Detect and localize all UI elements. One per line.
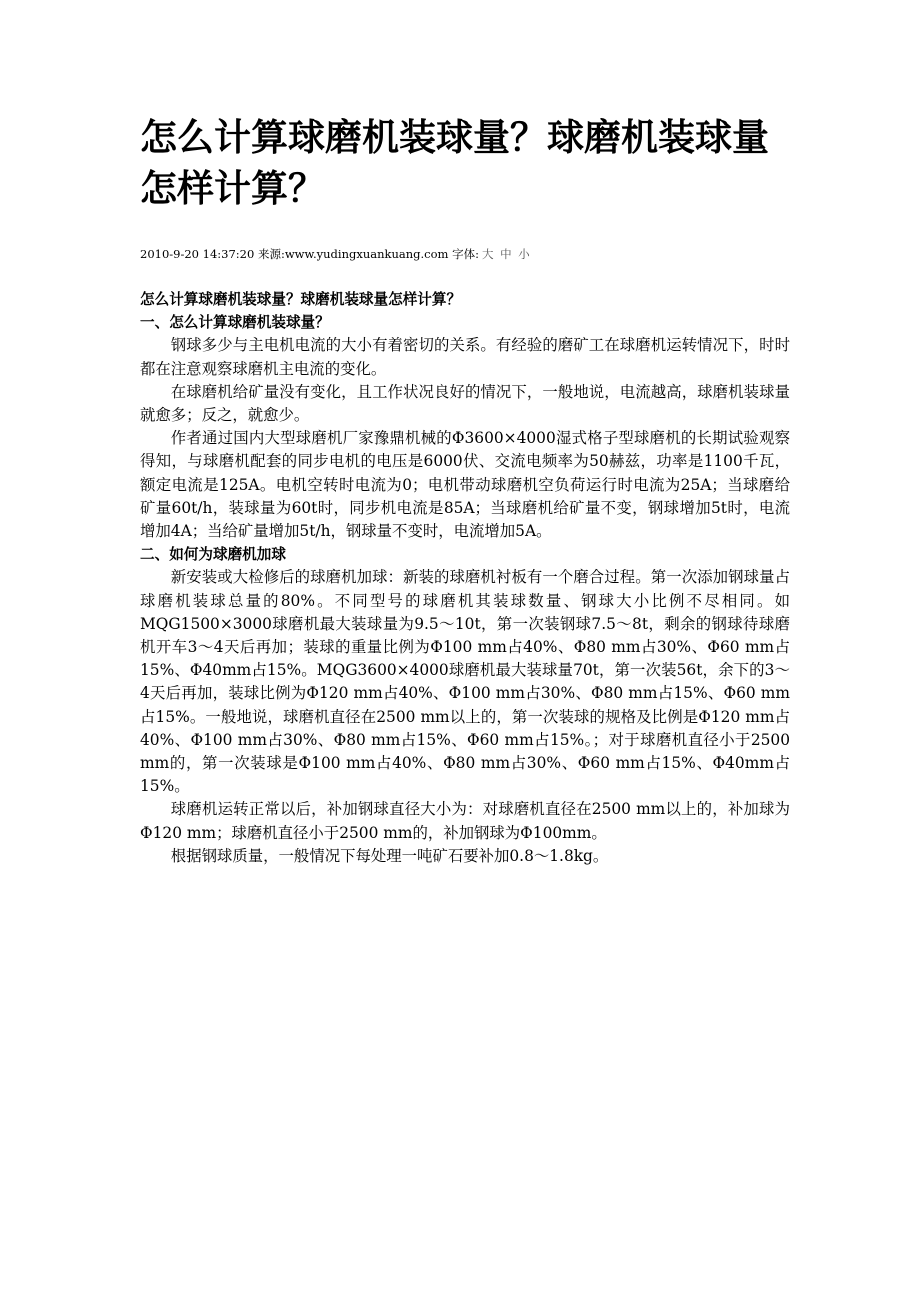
source-url: www.yudingxuankuang.com — [284, 247, 449, 261]
paragraph: 钢球多少与主电机电流的大小有着密切的关系。有经验的磨矿工在球磨机运转情况下，时时都在注意观察球磨机主电流的变化。 — [140, 336, 790, 378]
font-size-label: 字体: — [452, 247, 479, 261]
paragraph: 球磨机运转正常以后，补加钢球直径大小为：对球磨机直径在2500 mm以上的，补加球为Φ120 mm；球磨机直径小于2500 mm的，补加钢球为Φ100mm。 — [140, 800, 790, 842]
section-heading-1: 一、怎么计算球磨机装球量？ — [140, 314, 330, 332]
section-heading-2: 二、如何为球磨机加球 — [140, 546, 286, 564]
article-subtitle: 怎么计算球磨机装球量？球磨机装球量怎样计算？ — [140, 291, 462, 308]
article-body — [140, 288, 790, 868]
paragraph: 在球磨机给矿量没有变化，且工作状况良好的情况下，一般地说，电流越高，球磨机装球量就愈多；反之，就愈少。 — [140, 382, 790, 425]
font-size-medium-link[interactable]: 中 — [500, 247, 512, 261]
paragraph: 新安装或大检修后的球磨机加球：新装的球磨机衬板有一个磨合过程。第一次添加钢球量占球磨机装球总量的80%。不同型号的球磨机其装球数量、钢球大小比例不尽相同。如MQG1500×3000球磨机最大装球量为9.5～10t，第一次装钢球7.5～8t，剩余的钢球待球磨机开车3～4天后再加；装球的重量比例为Φ100 mm占40%、Φ80 mm占30%、Φ60 mm占15%、Φ40mm占15%。MQG3600×4000球磨机最大装球量70t，第一次装56t，余下的3～4天后再加，装球比例为Φ120 mm占40%、Φ100 mm占30%、Φ80 mm占15%、Φ60 mm占15%。一般地说，球磨机直径在2500 mm以上的，第一次装球的规格及比例是Φ120 mm占40%、Φ100 mm占30%、Φ80 mm占15%、Φ60 mm占15%。；对于球磨机直径小于2500 mm的，第一次装球是Φ100 mm占40%、Φ80 mm占30%、Φ60 mm占15%、Φ40mm占15%。 — [140, 568, 790, 796]
font-size-large-link[interactable]: 大 — [481, 247, 494, 261]
paragraph: 作者通过国内大型球磨机厂家豫鼎机械的Φ3600×4000湿式格子型球磨机的长期试验观察得知，与球磨机配套的同步电机的电压是6000伏、交流电频率为50赫兹，功率是1100千瓦，额定电流是125A。电机空转时电流为0；电机带动球磨机空负荷运行时电流为25A；当球磨给矿量60t/h，装球量为60t时，同步机电流是85A；当球磨机给矿量不变，钢球增加5t时，电流增加4A；当给矿量增加5t/h，钢球量不变时，电流增加5A。 — [140, 429, 790, 541]
publish-datetime: 2010-9-20 14:37:20 — [140, 247, 255, 261]
paragraph: 根据钢球质量，一般情况下每处理一吨矿石要补加0.8～1.8kg。 — [170, 846, 609, 865]
font-size-small-link[interactable]: 小 — [518, 247, 530, 261]
document-page — [140, 112, 790, 868]
article-meta — [140, 246, 790, 262]
page-title: 怎么计算球磨机装球量？球磨机装球量怎样计算？ — [140, 116, 769, 210]
source-label: 来源: — [257, 247, 285, 261]
